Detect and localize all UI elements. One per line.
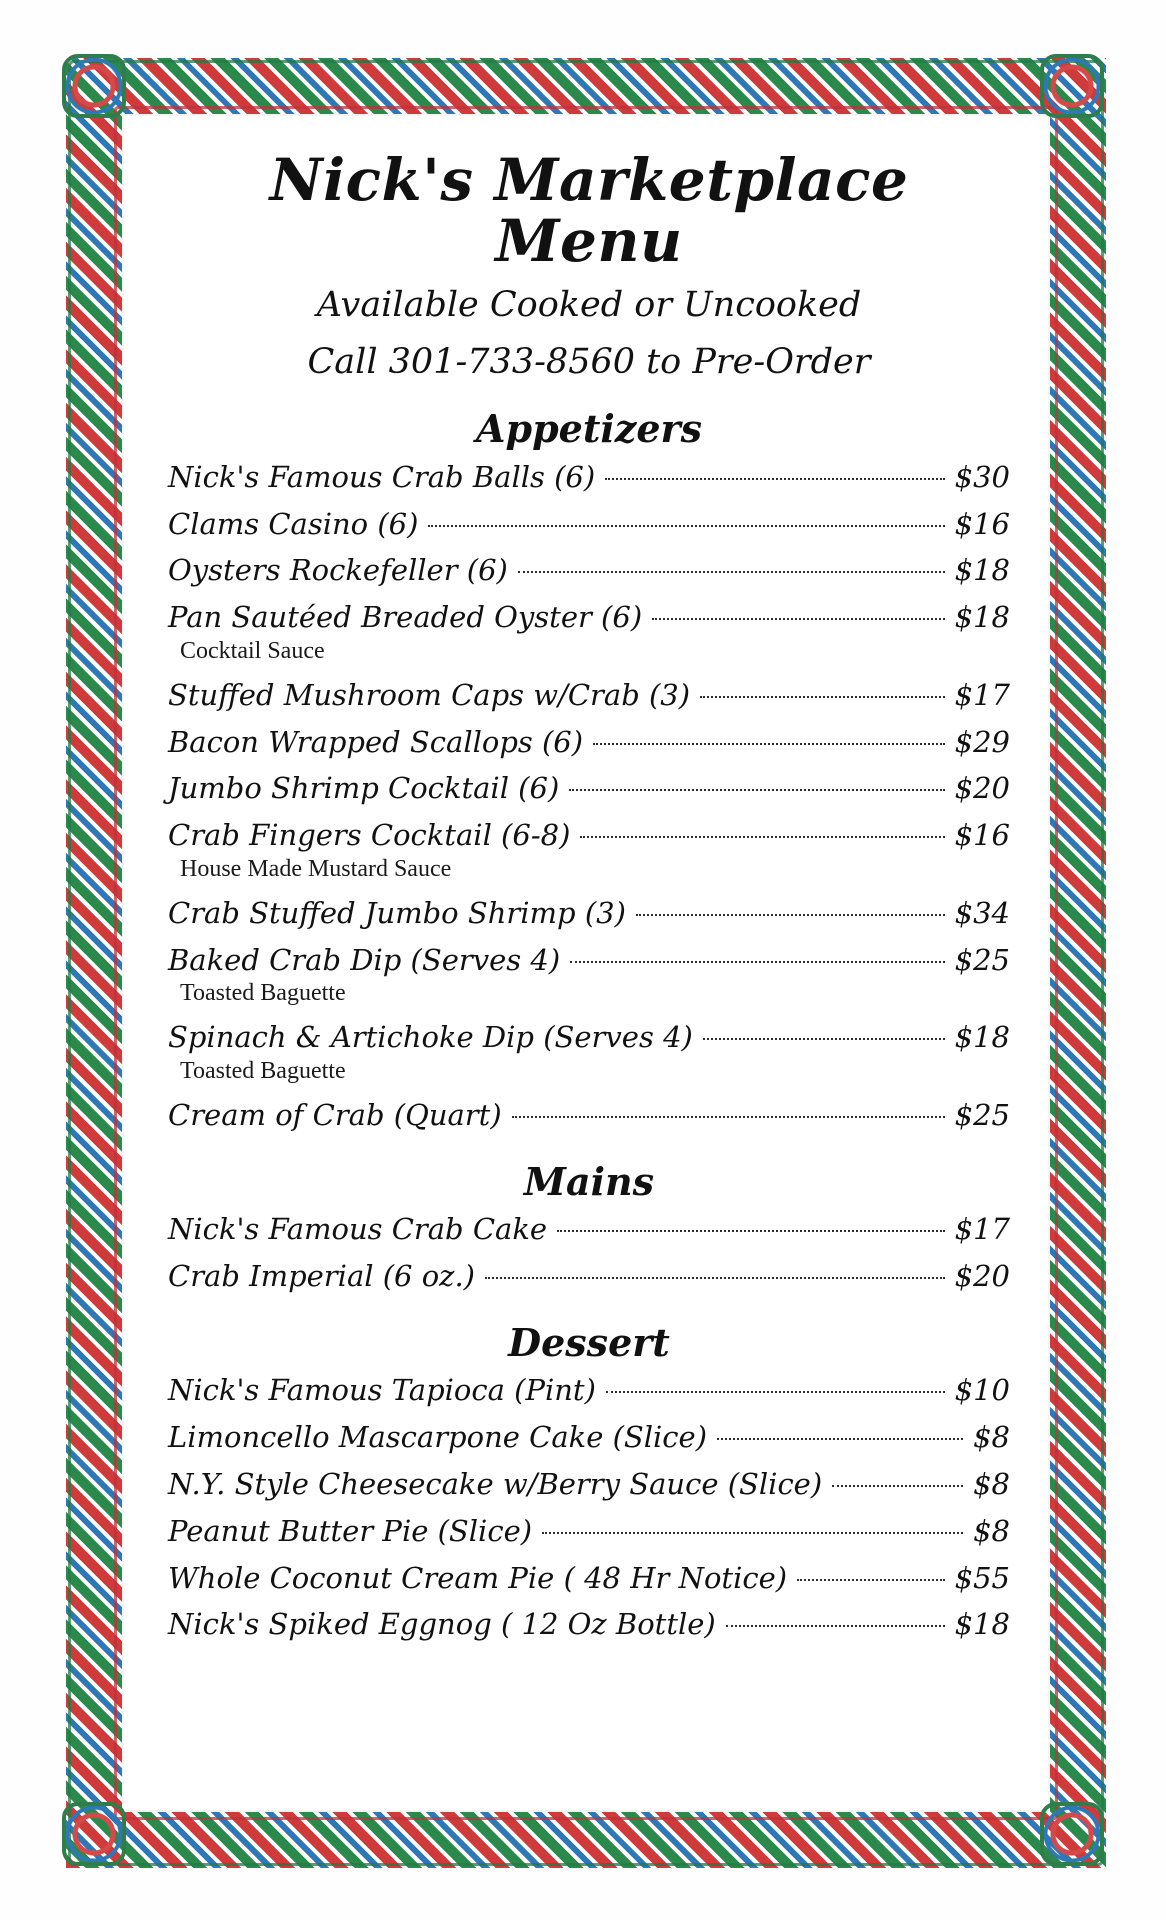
menu-item-name: Jumbo Shrimp Cocktail (6): [168, 771, 560, 806]
dot-leader: [726, 1625, 945, 1627]
dot-leader: [512, 1116, 945, 1118]
menu-item: [168, 553, 1010, 588]
dot-leader: [606, 1391, 945, 1393]
menu-item-price: $16: [954, 818, 1010, 853]
menu-item-price: $8: [973, 1513, 1010, 1548]
menu-item-price: $20: [954, 771, 1010, 806]
menu-item-price: $18: [954, 1020, 1010, 1055]
menu-item-row: [168, 1420, 1010, 1455]
menu-item-name: Clams Casino (6): [168, 506, 419, 541]
menu-item: [168, 1420, 1010, 1455]
menu-item: [168, 896, 1010, 931]
menu-item-row: [168, 553, 1010, 588]
dot-leader: [717, 1438, 963, 1440]
dot-leader: [569, 789, 944, 791]
dot-leader: [518, 571, 945, 573]
menu-item-row: [168, 1514, 1010, 1549]
menu-item: [168, 507, 1010, 542]
menu-item-row: [168, 771, 1010, 806]
menu-item-row: [168, 1607, 1010, 1642]
menu-item-price: $20: [954, 1259, 1010, 1294]
menu-item-row: [168, 896, 1010, 931]
celtic-corner-knot-icon: [1040, 1802, 1104, 1866]
menu-item-name: Nick's Famous Crab Balls (6): [168, 459, 596, 494]
menu-item-note: Toasted Baguette: [180, 980, 346, 1007]
menu-item-name: Stuffed Mushroom Caps w/Crab (3): [168, 677, 691, 712]
dessert-section: [168, 1320, 1010, 1642]
menu-item-name: Crab Imperial (6 oz.): [168, 1259, 475, 1294]
menu-item: [168, 1259, 1010, 1294]
menu-item-row: [168, 1259, 1010, 1294]
menu-item: [168, 600, 1010, 666]
menu-item-price: $8: [973, 1420, 1010, 1455]
dot-leader: [593, 743, 945, 745]
appetizers-section: [168, 406, 1010, 1132]
menu-item: [168, 1020, 1010, 1086]
menu-item: [168, 460, 1010, 495]
menu-item: [168, 771, 1010, 806]
menu-item-name: Crab Stuffed Jumbo Shrimp (3): [168, 895, 626, 930]
menu-item-price: $18: [954, 1607, 1010, 1642]
menu-item-price: $25: [954, 1097, 1010, 1132]
celtic-corner-knot-icon: [62, 54, 126, 118]
menu-content: [168, 146, 1010, 1750]
menu-item: [168, 1514, 1010, 1549]
appetizers-title: Appetizers: [476, 406, 702, 452]
mains-title: Mains: [523, 1158, 655, 1204]
menu-item-row: [168, 725, 1010, 760]
menu-item-name: Peanut Butter Pie (Slice): [168, 1513, 533, 1548]
menu-item-price: $25: [954, 942, 1010, 977]
menu-item-price: $29: [954, 724, 1010, 759]
dot-leader: [428, 525, 944, 527]
menu-item: [168, 1467, 1010, 1502]
celtic-corner-knot-icon: [62, 1802, 126, 1866]
menu-item-price: $17: [954, 1212, 1010, 1247]
menu-item-price: $17: [954, 677, 1010, 712]
menu-item: [168, 1212, 1010, 1247]
dot-leader: [797, 1579, 945, 1581]
dot-leader: [652, 618, 945, 620]
menu-item-name: N.Y. Style Cheesecake w/Berry Sauce (Slice): [168, 1467, 823, 1501]
mains-list: [168, 1212, 1010, 1294]
menu-item-name: Cream of Crab (Quart): [168, 1097, 502, 1132]
menu-item-note: Toasted Baguette: [180, 1058, 346, 1085]
dot-leader: [485, 1277, 945, 1279]
menu-item-price: $10: [954, 1373, 1010, 1408]
menu-item-row: [168, 1098, 1010, 1133]
dot-leader: [570, 961, 944, 963]
menu-title: Nick's Marketplace Menu: [269, 146, 909, 275]
menu-item: [168, 818, 1010, 884]
menu-item-name: Nick's Famous Crab Cake: [168, 1212, 548, 1247]
menu-item-price: $8: [973, 1467, 1010, 1501]
menu-item-name: Spinach & Artichoke Dip (Serves 4): [168, 1020, 693, 1055]
menu-item-row: [168, 1212, 1010, 1247]
menu-item-name: Crab Fingers Cocktail (6-8): [168, 818, 571, 853]
menu-item-name: Pan Sautéed Breaded Oyster (6): [168, 600, 643, 635]
menu-item-price: $18: [954, 600, 1010, 635]
menu-item-row: [168, 678, 1010, 713]
menu-item-note: House Made Mustard Sauce: [180, 856, 452, 883]
dot-leader: [605, 478, 944, 480]
menu-item: [168, 1373, 1010, 1408]
dot-leader: [557, 1230, 945, 1232]
celtic-corner-knot-icon: [1040, 54, 1104, 118]
menu-item: [168, 943, 1010, 1009]
menu-item-name: Oysters Rockefeller (6): [168, 553, 508, 588]
dot-leader: [580, 836, 944, 838]
menu-item-name: Nick's Famous Tapioca (Pint): [168, 1373, 596, 1408]
menu-item: [168, 725, 1010, 760]
menu-item-row: [168, 1561, 1010, 1596]
dot-leader: [542, 1532, 963, 1534]
menu-item-row: [168, 1467, 1010, 1502]
menu-item-row: [168, 818, 1010, 853]
menu-item-name: Nick's Spiked Eggnog ( 12 Oz Bottle): [168, 1607, 716, 1642]
menu-item-price: $16: [954, 506, 1010, 541]
mains-section: [168, 1159, 1010, 1294]
dessert-title: Dessert: [508, 1319, 670, 1365]
menu-item-note: Cocktail Sauce: [180, 638, 325, 665]
menu-item-name: Baked Crab Dip (Serves 4): [168, 942, 561, 977]
menu-item-row: [168, 1373, 1010, 1408]
dot-leader: [700, 696, 945, 698]
menu-item-row: [168, 460, 1010, 495]
menu-subtitle-phone: Call 301-733-8560 to Pre-Order: [307, 342, 871, 383]
dot-leader: [832, 1485, 963, 1487]
dot-leader: [636, 914, 945, 916]
menu-item-name: Whole Coconut Cream Pie ( 48 Hr Notice): [168, 1560, 788, 1595]
menu-item: [168, 678, 1010, 713]
menu-item-price: $55: [954, 1560, 1010, 1595]
menu-item-row: [168, 1020, 1010, 1055]
menu-item-name: Limoncello Mascarpone Cake (Slice): [168, 1420, 708, 1455]
menu-item-row: [168, 943, 1010, 978]
dessert-list: [168, 1373, 1010, 1642]
menu-item: [168, 1561, 1010, 1596]
menu-item-price: $34: [954, 895, 1010, 930]
menu-item-price: $18: [954, 553, 1010, 588]
menu-subtitle-cooked: Available Cooked or Uncooked: [316, 284, 862, 325]
menu-item-name: Bacon Wrapped Scallops (6): [168, 724, 584, 759]
dot-leader: [703, 1038, 945, 1040]
menu-item-row: [168, 507, 1010, 542]
appetizers-list: [168, 460, 1010, 1133]
menu-item: [168, 1098, 1010, 1133]
menu-item: [168, 1607, 1010, 1642]
menu-item-price: $30: [954, 459, 1010, 494]
menu-item-row: [168, 600, 1010, 635]
